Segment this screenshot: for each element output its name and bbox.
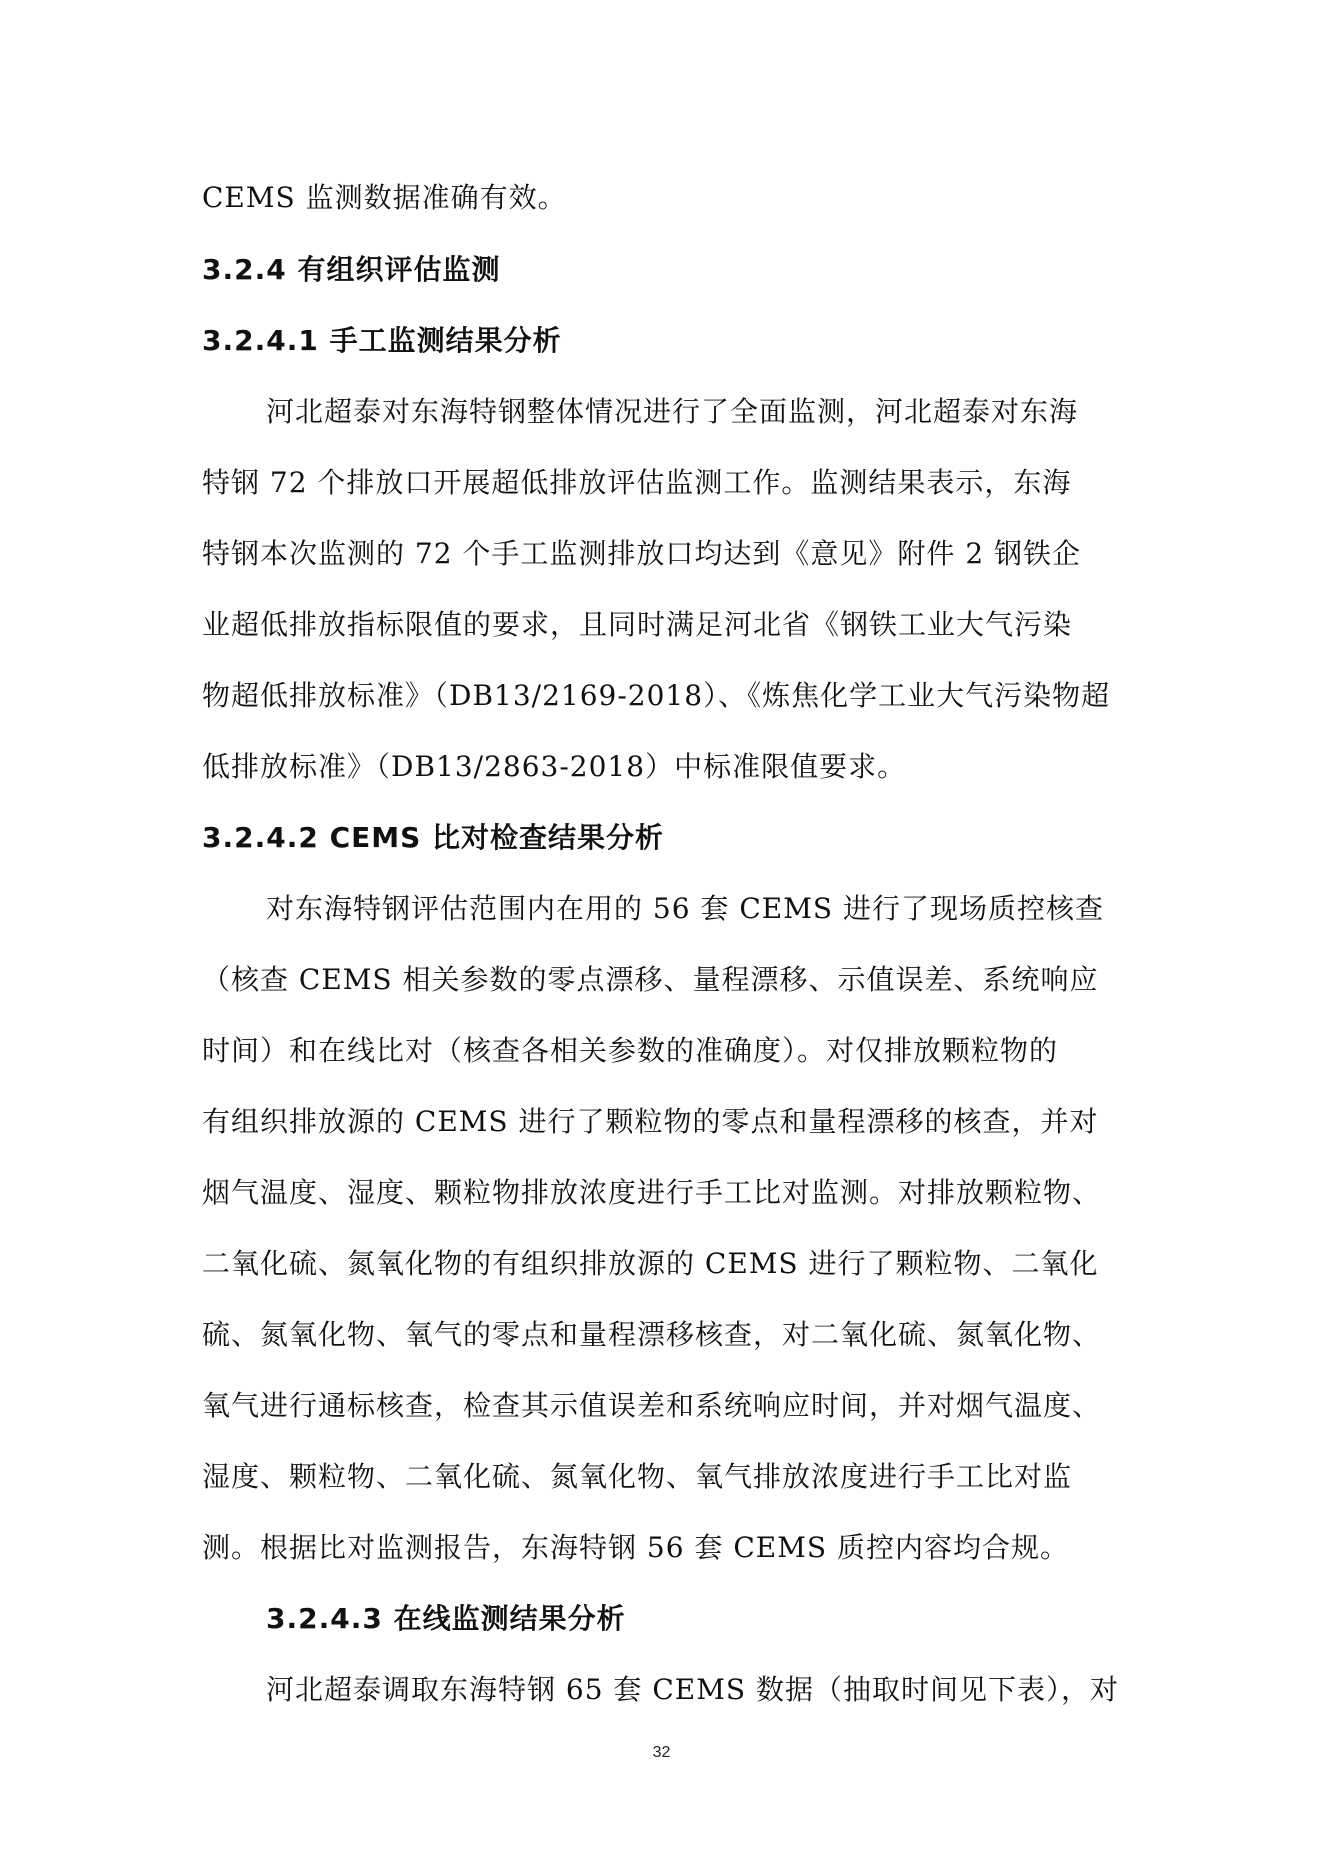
section-heading-3-2-4-2: 3.2.4.2 CEMS 比对检查结果分析 bbox=[202, 821, 665, 854]
paragraph-line: （核查 CEMS 相关参数的零点漂移、量程漂移、示值误差、系统响应 bbox=[202, 963, 1099, 996]
page-number: 32 bbox=[652, 1744, 671, 1761]
paragraph-line: 特钢本次监测的 72 个手工监测排放口均达到《意见》附件 2 钢铁企 bbox=[202, 537, 1082, 570]
paragraph-line: 二氧化硫、氮氧化物的有组织排放源的 CEMS 进行了颗粒物、二氧化 bbox=[202, 1247, 1099, 1280]
paragraph-line: 有组织排放源的 CEMS 进行了颗粒物的零点和量程漂移的核查，并对 bbox=[202, 1105, 1099, 1138]
section-heading-3-2-4-3: 3.2.4.3 在线监测结果分析 bbox=[266, 1602, 626, 1635]
section-heading-3-2-4: 3.2.4 有组织评估监测 bbox=[202, 253, 501, 286]
paragraph-line: 时间）和在线比对（核查各相关参数的准确度）。对仅排放颗粒物的 bbox=[202, 1034, 1059, 1067]
paragraph-line: 低排放标准》（DB13/2863-2018）中标准限值要求。 bbox=[202, 750, 907, 783]
section-heading-3-2-4-1: 3.2.4.1 手工监测结果分析 bbox=[202, 324, 562, 357]
paragraph-line: 河北超泰对东海特钢整体情况进行了全面监测，河北超泰对东海 bbox=[266, 395, 1079, 428]
paragraph-line: 氧气进行通标核查，检查其示值误差和系统响应时间，并对烟气温度、 bbox=[202, 1389, 1102, 1422]
paragraph-line: 特钢 72 个排放口开展超低排放评估监测工作。监测结果表示，东海 bbox=[202, 466, 1072, 499]
paragraph-line: 河北超泰调取东海特钢 65 套 CEMS 数据（抽取时间见下表），对 bbox=[266, 1673, 1119, 1706]
paragraph-line: 湿度、颗粒物、二氧化硫、氮氧化物、氧气排放浓度进行手工比对监 bbox=[202, 1460, 1073, 1493]
paragraph-line: 业超低排放指标限值的要求，且同时满足河北省《钢铁工业大气污染 bbox=[202, 608, 1073, 641]
paragraph-line: 测。根据比对监测报告，东海特钢 56 套 CEMS 质控内容均合规。 bbox=[202, 1531, 1069, 1564]
paragraph-line: 物超低排放标准》（DB13/2169-2018）、《炼焦化学工业大气污染物超 bbox=[202, 679, 1111, 712]
paragraph-line: 硫、氮氧化物、氧气的零点和量程漂移核查，对二氧化硫、氮氧化物、 bbox=[202, 1318, 1102, 1351]
paragraph-line: 对东海特钢评估范围内在用的 56 套 CEMS 进行了现场质控核查 bbox=[266, 892, 1104, 925]
paragraph-line: CEMS 监测数据准确有效。 bbox=[202, 181, 567, 214]
paragraph-line: 烟气温度、湿度、颗粒物排放浓度进行手工比对监测。对排放颗粒物、 bbox=[202, 1176, 1102, 1209]
